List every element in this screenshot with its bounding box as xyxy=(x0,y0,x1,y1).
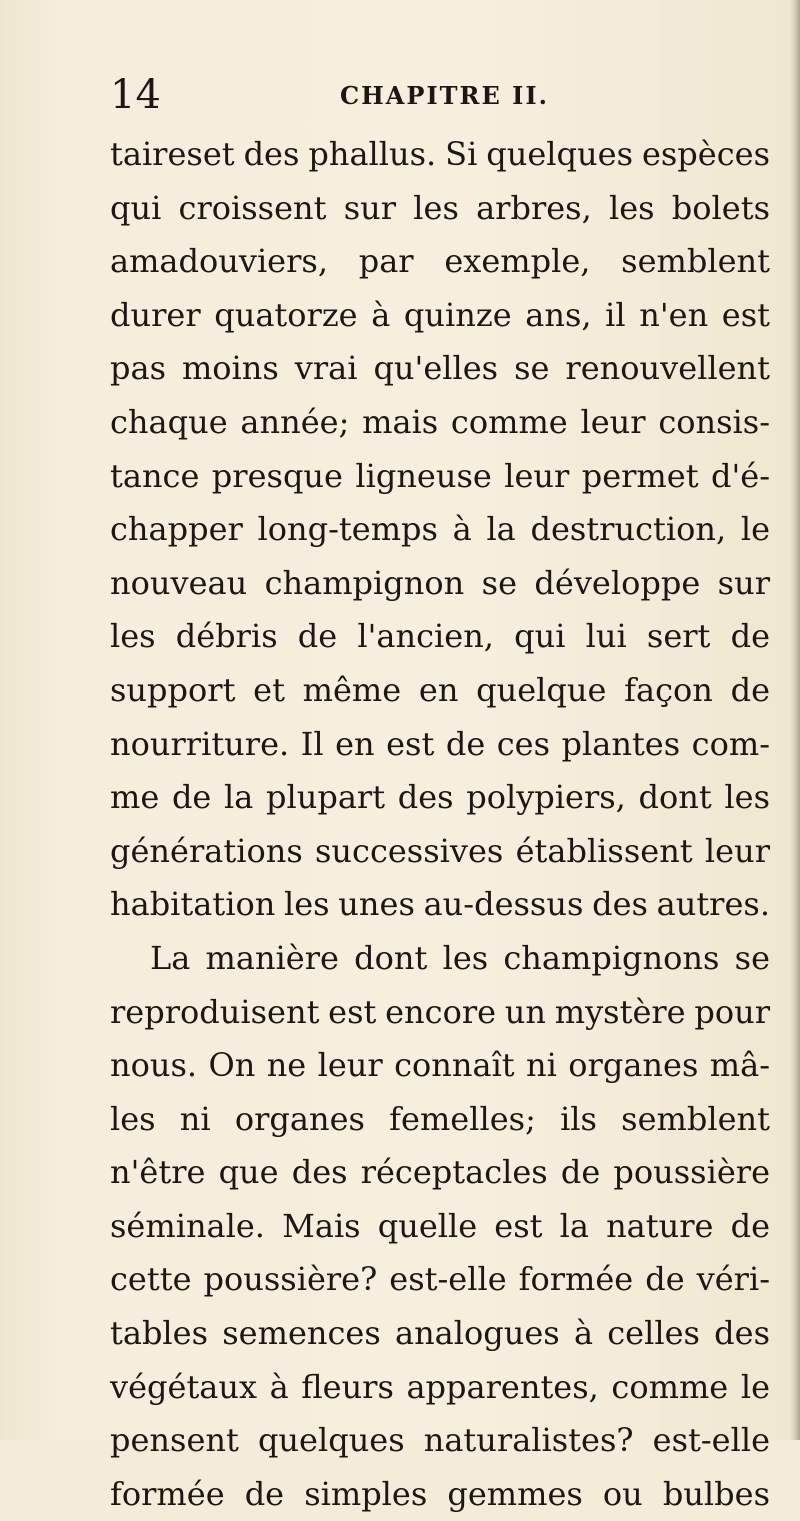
page-edge-shadow xyxy=(790,0,800,1440)
text-line: tables semences analogues à celles des xyxy=(110,1314,770,1353)
page-header xyxy=(110,70,670,120)
text-line: les ni organes femelles; ils semblent xyxy=(110,1099,770,1138)
text-line: taireset des phallus. Si quelques espèces xyxy=(110,135,770,173)
text-line: chaque année; mais comme leur consis- xyxy=(110,402,770,441)
text-line: reproduisent est encore un mystère pour xyxy=(110,992,770,1031)
text-line: les débris de l'ancien, qui lui sert de xyxy=(110,617,770,656)
running-head: CHAPITRE II. xyxy=(340,81,549,110)
text-line: végétaux à fleurs apparentes, comme le xyxy=(110,1367,770,1406)
text-line: pensent quelques naturalistes? est-elle xyxy=(110,1421,770,1460)
text-line: support et même en quelque façon de xyxy=(110,670,770,709)
text-line: chapper long-temps à la destruction, le xyxy=(110,510,770,549)
text-line: amadouviers, par exemple, semblent xyxy=(110,242,770,281)
text-line: nouveau champignon se développe sur xyxy=(110,563,770,602)
page-number: 14 xyxy=(110,72,161,118)
text-line: tance presque ligneuse leur permet d'é- xyxy=(110,456,770,495)
body-text xyxy=(110,128,770,1521)
text-line: séminale. Mais quelle est la nature de xyxy=(110,1206,770,1245)
text-line: n'être que des réceptacles de poussière xyxy=(110,1153,770,1192)
text-line: nourriture. Il en est de ces plantes com- xyxy=(110,724,770,763)
text-line: cette poussière? est-elle formée de véri- xyxy=(110,1260,770,1299)
text-line: pas moins vrai qu'elles se renouvellent xyxy=(110,349,770,388)
text-line: me de la plupart des polypiers, dont les xyxy=(110,778,770,817)
text-line: nous. On ne leur connaît ni organes mâ- xyxy=(110,1046,770,1085)
text-line: durer quatorze à quinze ans, il n'en est xyxy=(110,295,770,334)
text-line: générations successives établissent leur xyxy=(110,831,770,870)
text-line: qui croissent sur les arbres, les bolets xyxy=(110,188,770,227)
text-line: formée de simples gemmes ou bulbes xyxy=(110,1474,770,1513)
text-line-paragraph-start: La manière dont les champignons se xyxy=(150,938,770,977)
text-line: habitation les unes au-dessus des autres. xyxy=(110,885,770,924)
